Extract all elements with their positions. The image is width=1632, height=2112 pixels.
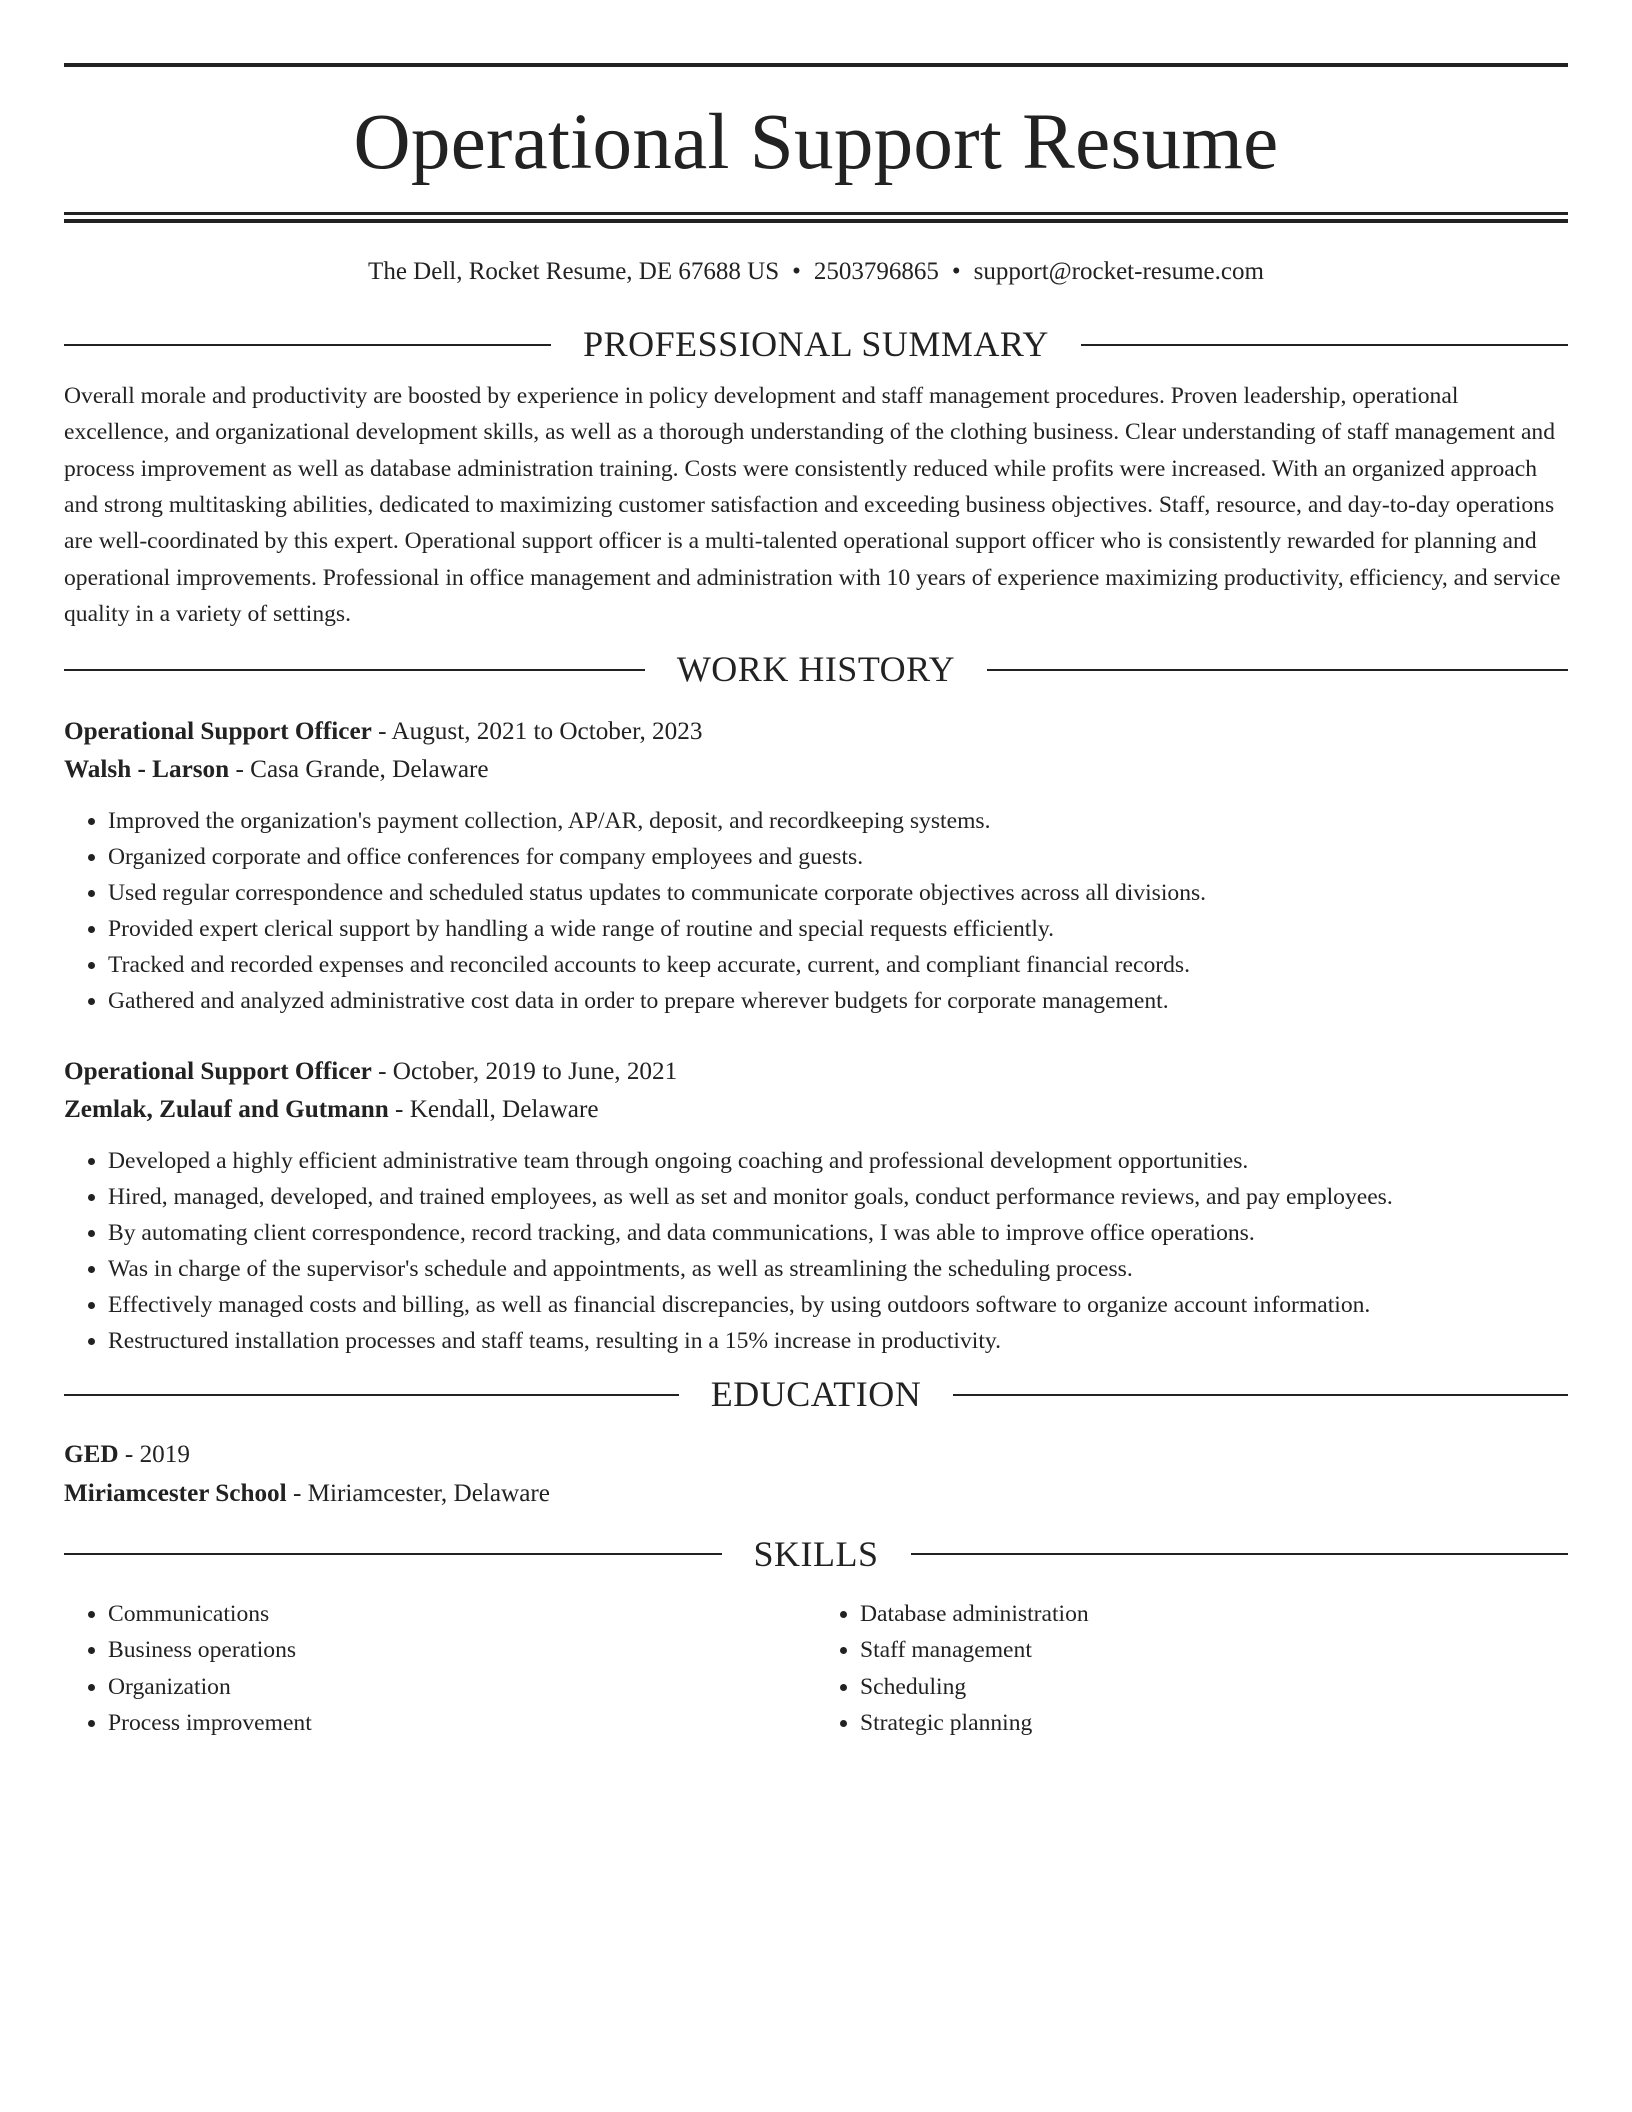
job-entry xyxy=(64,1053,1568,1359)
job-bullet: • By automating client correspondence, record tracking, and data communications, I was able to improve office operations. xyxy=(108,1215,1568,1251)
heading-rule-left xyxy=(64,344,551,346)
skills-column-left xyxy=(64,1596,816,1742)
job-bullet: • Provided expert clerical support by handling a wide range of routine and special requests efficiently. xyxy=(108,911,1568,947)
job-company-line xyxy=(64,751,1568,789)
summary-text: Overall morale and productivity are boosted by experience in policy development and staff management procedures. Proven leadership, operational excellence, and organizational development skills, as well as a thorough understanding of the clothing business. Clear understanding of staff management and process improvement as well as database administration training. Costs were consistently reduced while profits were increased. With an organized approach and strong multitasking abilities, dedicated to maximizing customer satisfaction and exceeding business objectives. Staff, resource, and day-to-day operations are well-coordinated by this expert. Operational support officer is a multi-talented operational support officer who is consistently rewarded for planning and operational improvements. Professional in office management and administration with 10 years of experience maximizing productivity, efficiency, and service quality in a variety of settings. xyxy=(64,383,1561,627)
heading-rule-right xyxy=(987,669,1568,671)
heading-rule-right xyxy=(911,1553,1569,1555)
job-bullets xyxy=(64,1143,1568,1359)
skill-item: • Business operations xyxy=(108,1632,816,1669)
skill-item: • Communications xyxy=(108,1596,816,1633)
job-bullet: • Improved the organization's payment collection, AP/AR, deposit, and recordkeeping systems. xyxy=(108,803,1568,839)
section-heading-education xyxy=(64,1373,1568,1416)
job-bullet: • Developed a highly efficient administrative team through ongoing coaching and professional development opportunities. xyxy=(108,1143,1568,1179)
education-school: Miriamcester School xyxy=(64,1479,287,1507)
skills-column-right xyxy=(816,1596,1568,1742)
heading-rule-left xyxy=(64,1553,722,1555)
education-degree: GED xyxy=(64,1440,119,1468)
job-bullets xyxy=(64,803,1568,1019)
section-heading-skills xyxy=(64,1533,1568,1576)
education-degree-line xyxy=(64,1435,1568,1474)
skill-item: • Database administration xyxy=(860,1596,1568,1633)
education-school-line xyxy=(64,1474,1568,1513)
job-title: Operational Support Officer xyxy=(64,718,372,746)
heading-rule-left xyxy=(64,1394,679,1396)
job-bullet: • Was in charge of the supervisor's schedule and appointments, as well as streamlining the scheduling process. xyxy=(108,1251,1568,1287)
section-heading-summary xyxy=(64,323,1568,366)
heading-rule-right xyxy=(1081,344,1568,346)
education-location: - Miriamcester, Delaware xyxy=(286,1479,550,1507)
education-year: - 2019 xyxy=(118,1440,190,1468)
section-title-education: EDUCATION xyxy=(710,1374,922,1415)
job-bullet: • Effectively managed costs and billing, as well as financial discrepancies, by using outdoors software to organize account information. xyxy=(108,1287,1568,1323)
skill-item: • Strategic planning xyxy=(860,1705,1568,1742)
section-title-summary: PROFESSIONAL SUMMARY xyxy=(583,324,1049,364)
job-bullet: • Restructured installation processes and staff teams, resulting in a 15% increase in productivity. xyxy=(108,1323,1568,1359)
job-company: Walsh - Larson xyxy=(64,756,230,784)
contact-separator: • xyxy=(951,258,961,285)
job-dates: - August, 2021 to October, 2023 xyxy=(371,718,703,746)
job-title: Operational Support Officer xyxy=(64,1058,372,1086)
section-title-skills: SKILLS xyxy=(753,1533,879,1574)
job-bullet: • Gathered and analyzed administrative cost data in order to prepare wherever budgets for corporate management. xyxy=(108,983,1568,1019)
skill-item: • Process improvement xyxy=(108,1705,816,1742)
contact-phone: 2503796865 xyxy=(813,258,939,285)
contact-separator: • xyxy=(792,258,801,285)
job-location: - Kendall, Delaware xyxy=(388,1096,599,1124)
section-title-work: WORK HISTORY xyxy=(676,649,956,690)
job-title-line xyxy=(64,713,1568,751)
skills-grid xyxy=(64,1596,1568,1742)
job-company: Zemlak, Zulauf and Gutmann xyxy=(64,1096,389,1124)
contact-line xyxy=(64,257,1568,287)
heading-rule-left xyxy=(64,669,645,671)
skill-item: • Staff management xyxy=(860,1632,1568,1669)
skill-item: • Organization xyxy=(108,1669,816,1706)
job-bullet: • Used regular correspondence and scheduled status updates to communicate corporate objectives across all divisions. xyxy=(108,875,1568,911)
contact-address: The Dell, Rocket Resume, DE 67688 US xyxy=(368,258,780,285)
title-double-rule xyxy=(64,212,1568,223)
job-bullet: • Organized corporate and office conferences for company employees and guests. xyxy=(108,839,1568,875)
top-rule xyxy=(64,63,1568,67)
job-bullet: • Hired, managed, developed, and trained employees, as well as set and monitor goals, conduct performance reviews, and pay employees. xyxy=(108,1179,1568,1215)
job-location: - Casa Grande, Delaware xyxy=(229,756,489,784)
section-heading-work xyxy=(64,648,1568,691)
job-title-line xyxy=(64,1053,1568,1091)
job-entry xyxy=(64,713,1568,1019)
education-entry xyxy=(64,1435,1568,1513)
resume-title: Operational Support Resume xyxy=(353,99,1279,186)
job-company-line xyxy=(64,1091,1568,1129)
job-dates: - October, 2019 to June, 2021 xyxy=(371,1058,678,1086)
skill-item: • Scheduling xyxy=(860,1669,1568,1706)
heading-rule-right xyxy=(953,1394,1568,1396)
contact-email: support@rocket-resume.com xyxy=(973,258,1264,285)
job-bullet: • Tracked and recorded expenses and reconciled accounts to keep accurate, current, and compliant financial records. xyxy=(108,947,1568,983)
